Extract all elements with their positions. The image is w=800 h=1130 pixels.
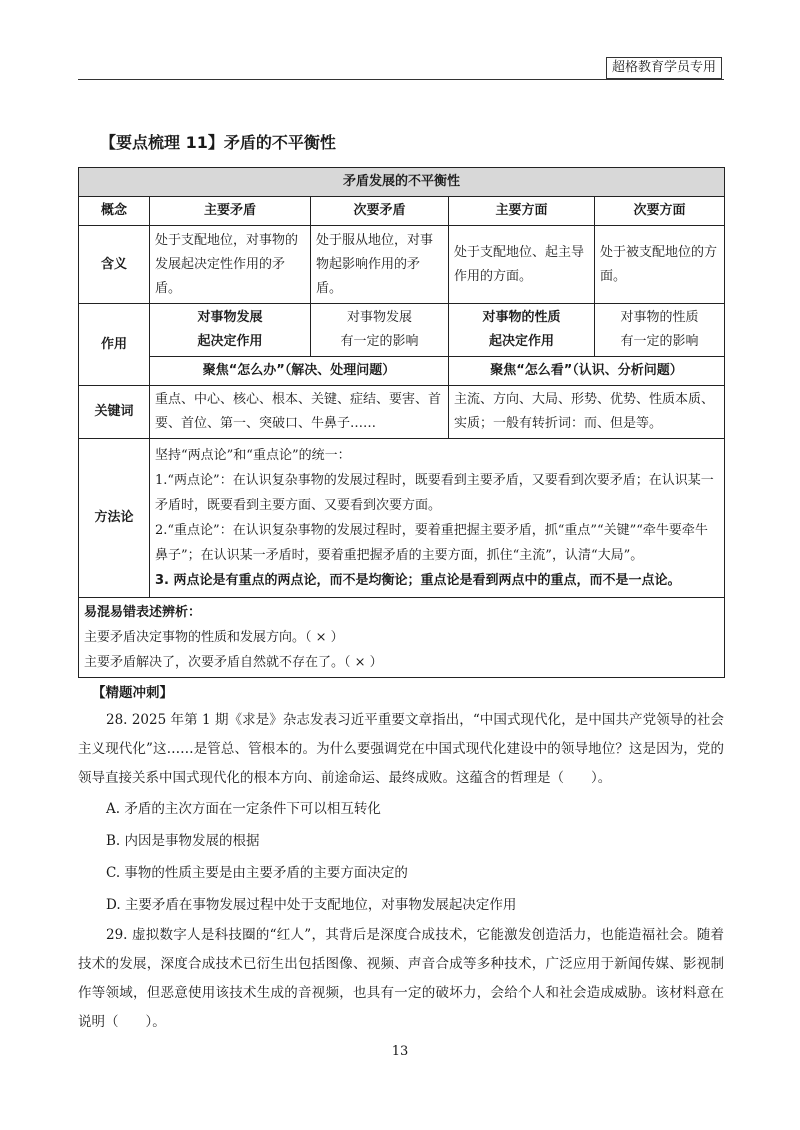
- col-header: 概念: [79, 197, 150, 226]
- question-28-option-d: D. 主要矛盾在事物发展过程中处于支配地位，对事物发展起决定作用: [106, 897, 517, 913]
- table-cell: [150, 304, 311, 357]
- table-header-row: [79, 197, 725, 226]
- method-point: 3. 两点论是有重点的两点论，而不是均衡论；重点论是看到两点中的重点，而不是一点论。: [155, 573, 681, 588]
- question-29-stem: 29. 虚拟数字人是科技圈的“红人”，其背后是深度合成技术，它能激发创造活力，也能造福社会。随着技术的发展，深度合成技术已衍生出包括图像、视频、声音合成等多种技术，广泛应用于新闻传媒、影视制作等领域，但恶意使用该技术生成的音视频，也具有一定的破坏力，会给个人和社会造成威胁。该材料意在说明（ ）。: [78, 927, 724, 1030]
- table-cell: 处于服从地位，对事物起影响作用的矛盾。: [311, 226, 449, 304]
- focus-right: 聚焦“怎么看”（认识、分析问题）: [449, 357, 725, 386]
- confusion-row: [79, 598, 725, 678]
- section-title: 【要点梳理 11】矛盾的不平衡性: [100, 133, 336, 152]
- page-number: 13: [391, 1044, 409, 1059]
- cell-line: 对事物发展: [346, 310, 412, 325]
- col-header: 主要方面: [449, 197, 595, 226]
- table-title: 矛盾发展的不平衡性: [79, 168, 725, 197]
- table-cell: [449, 304, 595, 357]
- focus-left: 聚焦“怎么办”（解决、处理问题）: [150, 357, 449, 386]
- table-cell: 重点、中心、核心、根本、关键、症结、要害、首要、首位、第一、突破口、牛鼻子……: [150, 386, 449, 439]
- contradiction-table: [78, 167, 725, 678]
- method-row: [79, 439, 725, 598]
- keywords-row: [79, 386, 725, 439]
- table-title-row: [79, 168, 725, 197]
- confusion-title: 易混易错表述辨析：: [84, 605, 202, 620]
- effect-row: [79, 304, 725, 357]
- method-point: 2.“重点论”：在认识复杂事物的发展过程时，要着重把握主要矛盾，抓“重点”“关键”“牵牛要牵牛鼻子”；在认识某一矛盾时，要着重把握矛盾的主要方面，抓住“主流”，认清“大局”。: [155, 523, 708, 563]
- question-28-option-b: B. 内因是事物发展的根据: [106, 833, 260, 849]
- confusion-item: 主要矛盾解决了，次要矛盾自然就不存在了。（ × ）: [84, 655, 383, 670]
- question-28-stem: 28. 2025 年第 1 期《求是》杂志发表习近平重要文章指出，“中国式现代化，是中国共产党领导的社会主义现代化”这……是管总、管根本的。为什么要强调党在中国式现代化建设中的领导地位？这是因为，党的领导直接关系中国式现代化的根本方向、前途命运、最终成败。这蕴含的哲理是（ ）。: [78, 712, 724, 786]
- table-cell: 处于被支配地位的方面。: [595, 226, 725, 304]
- table-cell: 处于支配地位、起主导作用的方面。: [449, 226, 595, 304]
- question-28-option-a: A. 矛盾的主次方面在一定条件下可以相互转化: [106, 801, 381, 817]
- questions-heading: 【精题冲刺】: [92, 685, 173, 701]
- cell-line: 对事物的性质: [620, 310, 699, 325]
- col-header: 次要方面: [595, 197, 725, 226]
- question-28-option-c: C. 事物的性质主要是由主要矛盾的主要方面决定的: [106, 865, 408, 881]
- cell-line: 有一定的影响: [620, 334, 699, 349]
- cell-line: 有一定的影响: [340, 334, 419, 349]
- table-cell: [595, 304, 725, 357]
- method-cell: [150, 439, 725, 598]
- confusion-cell: [79, 598, 725, 678]
- questions-section: [78, 680, 724, 1037]
- cell-line: 起决定作用: [488, 334, 554, 349]
- method-point: 1.“两点论”：在认识复杂事物的发展过程时，既要看到主要矛盾，又要看到次要矛盾；在认识某一矛盾时，既要看到主要方面、又要看到次要方面。: [155, 473, 714, 513]
- header-badge: 超格教育学员专用: [606, 57, 722, 79]
- method-intro: 坚持“两点论”和“重点论”的统一：: [155, 448, 351, 463]
- focus-row: [79, 357, 725, 386]
- table-cell: 处于支配地位，对事物的发展起决定性作用的矛盾。: [150, 226, 311, 304]
- cell-line: 对事物发展: [197, 310, 263, 325]
- confusion-item: 主要矛盾决定事物的性质和发展方向。（ × ）: [84, 630, 344, 645]
- row-label: 作用: [79, 304, 150, 386]
- meaning-row: [79, 226, 725, 304]
- col-header: 次要矛盾: [311, 197, 449, 226]
- header-divider: [78, 79, 724, 80]
- row-label: 关键词: [79, 386, 150, 439]
- cell-line: 对事物的性质: [482, 310, 561, 325]
- col-header: 主要矛盾: [150, 197, 311, 226]
- table-cell: [311, 304, 449, 357]
- row-label: 含义: [79, 226, 150, 304]
- row-label: 方法论: [79, 439, 150, 598]
- table-cell: 主流、方向、大局、形势、优势、性质本质、实质；一般有转折词：而、但是等。: [449, 386, 725, 439]
- cell-line: 起决定作用: [197, 334, 263, 349]
